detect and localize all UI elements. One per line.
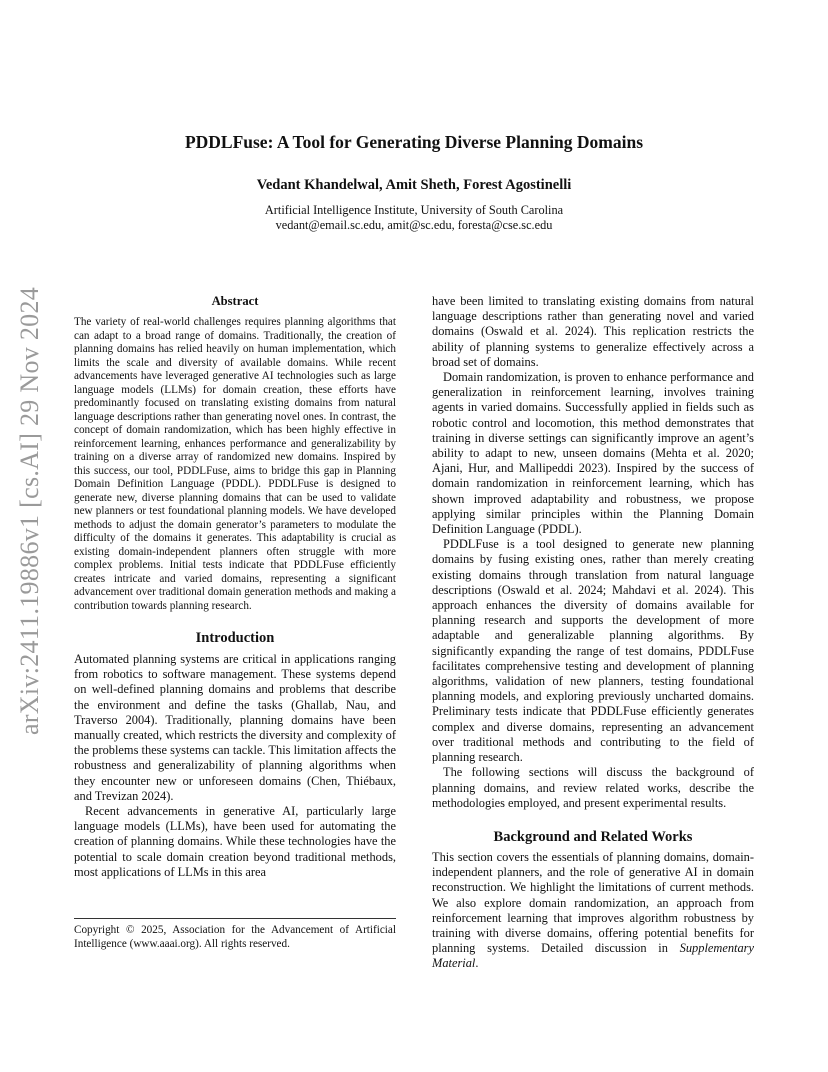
affiliation: Artificial Intelligence Institute, University of South Carolina [264, 203, 564, 217]
background-paragraph-1 [432, 850, 754, 972]
paper-title: PDDLFuse: A Tool for Generating Diverse Planning Domains [184, 132, 644, 152]
intro-paragraph-4: PDDLFuse is a tool designed to generate new planning domains by fusing existing ones, rather than merely creating existing domains through translation from natural language descriptions (Oswald et al. 2024; Mahdavi et al. 2024). This approach enhances the diversity of domains available for planning research and supports the development of more adaptable and generalizable planning algorithms. By significantly expanding the range of test domains, PDDLFuse facilitates comprehensive testing and development of planning algorithms, validation of new planners, testing foundational planning models, and exploring previously uncharted domains. Preliminary tests indicate that PDDLFuse efficiently generates complex and diverse domains, representing an advancement over traditional methods and contributing to the field of planning research. [432, 537, 754, 765]
supplementary-material-reference: Supplementary Material [432, 941, 754, 971]
abstract-text: The variety of real-world challenges requires planning algorithms that can adapt to a broad range of domains. Traditionally, the creation of planning domains has relied heavily on human implementation, which limits the scale and diversity of available domains. While recent advancements have leveraged generative AI technologies such as large language models (LLMs) for domain creation, these efforts have predominantly focused on translating existing domains from natural language descriptions rather than generating novel ones. In contrast, the concept of domain randomization, which has been highly effective in reinforcement learning, enhances performance and generalizability by training on a diverse array of randomized new domains. Inspired by this success, our tool, PDDLFuse, aims to bridge this gap in Planning Domain Definition Language (PDDL). PDDLFuse is designed to generate new, diverse planning domains that can be used to validate new planners or test foundational planning models. We have developed methods to adjust the domain generator’s parameters to modulate the difficulty of the domains it generates. This adaptability is crucial as existing domain-independent planners often struggle with more complex problems. Initial tests indicate that PDDLFuse efficiently creates intricate and varied domains, representing a significant advancement over traditional domain generation methods and making a contribution towards planning research. [74, 316, 396, 612]
right-column [432, 294, 754, 972]
copyright-notice: Copyright © 2025, Association for the Advancement of Artificial Intelligence (www.aaai.org). All rights reserved. [74, 918, 396, 951]
author-list: Vedant Khandelwal, Amit Sheth, Forest Agostinelli [256, 177, 572, 193]
arxiv-identifier: arXiv:2411.19886v1 [cs.AI] 29 Nov 2024 [15, 286, 44, 735]
left-column [74, 294, 396, 880]
background-heading: Background and Related Works [493, 828, 693, 845]
affiliation-block [74, 203, 754, 233]
introduction-heading: Introduction [195, 630, 275, 646]
intro-paragraph-1: Automated planning systems are critical in applications ranging from robotics to software management. These systems depend on well-defined planning domains and problems that describe the environment and define the tasks (Ghallab, Nau, and Traverso 2004). Traditionally, planning domains have been manually created, which restricts the diversity and complexity of the problems these systems can tackle. This limitation affects the robustness and generalizability of planning algorithms when they encounter new or unforeseen domains (Chen, Thiébaux, and Trevizan 2024). [74, 652, 396, 803]
intro-paragraph-2-continued: have been limited to translating existing domains from natural language descriptions rather than generating novel and varied domains (Oswald et al. 2024). This replication restricts the ability of planning systems to generalize effectively across a broad set of domains. [432, 294, 754, 369]
author-emails: vedant@email.sc.edu, amit@sc.edu, foresta@cse.sc.edu [275, 218, 553, 232]
intro-paragraph-2: Recent advancements in generative AI, particularly large language models (LLMs), have been used for automating the creation of planning domains. While these technologies have the potential to scale domain creation beyond traditional methods, most applications of LLMs in this area [74, 804, 396, 879]
background-text-end: . [475, 956, 479, 971]
intro-paragraph-3: Domain randomization, is proven to enhance performance and generalization in reinforcement learning, involves training agents in varied domains. Successfully applied in fields such as robotic control and locomotion, this method demonstrates that training in diverse settings can significantly improve an agent’s ability to adapt to new, unseen domains (Mehta et al. 2020; Ajani, Hur, and Mallipeddi 2023). Inspired by the success of domain randomization in reinforcement learning, which has shown improved adaptability and robustness, we propose applying similar principles within the Planning Domain Definition Language (PDDL). [432, 370, 754, 537]
intro-paragraph-5: The following sections will discuss the background of planning domains, and review related works, describe the methodologies employed, and present experimental results. [432, 765, 754, 810]
abstract-heading: Abstract [211, 294, 259, 308]
background-text: This section covers the essentials of planning domains, domain-independent planners, and the role of generative AI in domain reconstruction. We highlight the limitations of current methods. We also explore domain randomization, an approach from reinforcement learning that improves algorithm robustness by training with diverse domains, offering potential benefits for planning systems. Detailed discussion in [432, 849, 754, 956]
